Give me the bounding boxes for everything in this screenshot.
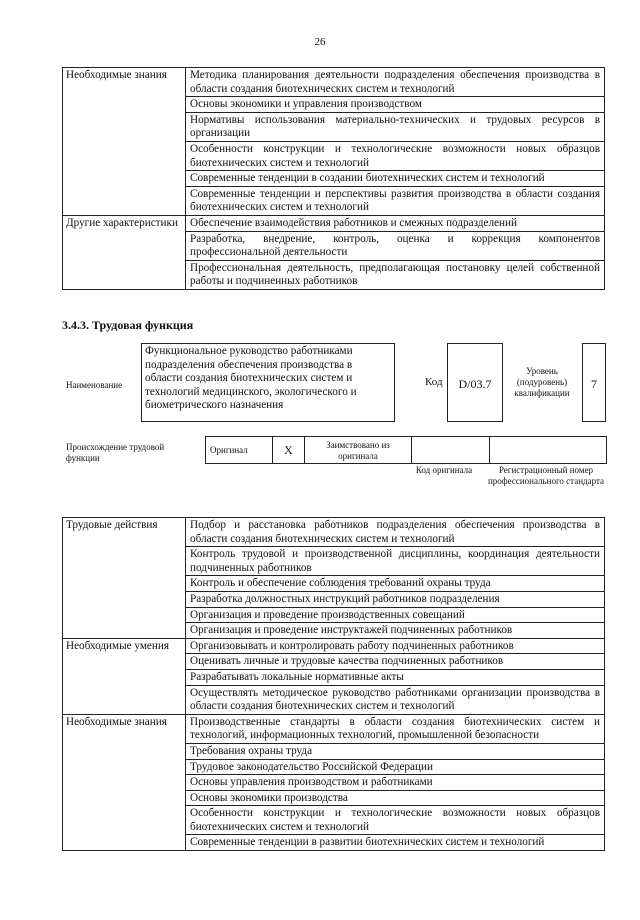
page-number: 26 (314, 36, 326, 48)
row-text: Методика планирования деятельности подразделения обеспечения производства в области создания биотехнических систем и технологий (186, 68, 605, 97)
table-row (63, 518, 605, 547)
row-text: Организация и проведение инструктажей подчиненных работников (186, 623, 605, 639)
group-label: Необходимые знания (63, 714, 186, 850)
group-label: Необходимые знания (63, 68, 186, 216)
row-text: Разрабатывать локальные нормативные акты (186, 669, 605, 685)
level-value: 7 (591, 377, 597, 391)
row-text: Современные тенденции в создании биотехнических систем и технологий (186, 171, 605, 187)
function-details-table (62, 517, 605, 851)
name-value-box (141, 343, 395, 422)
code-caption: Код оригинала (415, 465, 473, 475)
regnum-caption: Регистрационный номер профессионального стандарта (487, 465, 605, 486)
table-row (63, 714, 605, 743)
row-text: Требования охраны труда (186, 743, 605, 759)
row-text: Особенности конструкции и технологические возможности новых образцов биотехнических систем и технологий (186, 806, 605, 835)
group-label: Необходимые умения (63, 638, 186, 714)
row-text: Нормативы использования материально-технических и трудовых ресурсов в организации (186, 112, 605, 141)
origin-regnum-cell (490, 437, 607, 464)
knowledge-table (62, 67, 605, 290)
row-text: Основы экономики производства (186, 790, 605, 806)
origin-label: Происхождение трудовой функции (66, 442, 165, 463)
row-text: Особенности конструкции и технологические возможности новых образцов биотехнических систем и технологий (186, 141, 605, 170)
row-text: Осуществлять методическое руководство работниками организации производства в области создания биотехнических систем и технологий (186, 685, 605, 714)
origin-table (205, 436, 607, 464)
row-text: Обеспечение взаимодействия работников и смежных подразделений (186, 215, 605, 231)
row-text: Трудовое законодательство Российской Федерации (186, 759, 605, 775)
row-text: Разработка, внедрение, контроль, оценка и коррекция компонентов профессиональной деятельности (186, 231, 605, 260)
level-label: Уровень (подуровень) квалификации (514, 366, 570, 398)
table-row (63, 638, 605, 654)
origin-borrowed-label: Заимствовано из оригинала (305, 437, 412, 464)
row-text: Основы экономики и управления производством (186, 97, 605, 113)
row-text: Современные тенденции в развитии биотехнических систем и технологий (186, 835, 605, 851)
row-text: Оценивать личные и трудовые качества подчиненных работников (186, 654, 605, 670)
name-label: Наименование (66, 380, 123, 390)
section-heading: 3.4.3. Трудовая функция (62, 318, 194, 332)
group-label: Трудовые действия (63, 518, 186, 639)
code-value-box (447, 343, 503, 422)
level-value-box (582, 343, 606, 422)
origin-code-cell (412, 437, 490, 464)
name-value: Функциональное руководство работниками подразделения обеспечения производства в области создания биотехнических систем и технологий медицинского, экологического и биометрического назначения (145, 345, 357, 412)
origin-original-mark: X (273, 437, 305, 464)
row-text: Профессиональная деятельность, предполагающая постановку целей собственной работы и подчиненных работников (186, 260, 605, 289)
code-value: D/03.7 (458, 377, 492, 391)
group-label: Другие характеристики (63, 215, 186, 289)
row-text: Организовывать и контролировать работу подчиненных работников (186, 638, 605, 654)
row-text: Современные тенденции и перспективы развития производства в области создания биотехнических систем и технологий (186, 186, 605, 215)
origin-original-label: Оригинал (210, 444, 248, 455)
row-text: Разработка должностных инструкций работников подразделения (186, 591, 605, 607)
row-text: Контроль и обеспечение соблюдения требований охраны труда (186, 576, 605, 592)
row-text: Основы управления производством и работниками (186, 775, 605, 791)
table-row (63, 68, 605, 97)
row-text: Производственные стандарты в области создания биотехнических систем и технологий, информационных технологий, промышленной безопасности (186, 714, 605, 743)
origin-original-cell (206, 437, 273, 464)
code-label: Код (425, 376, 443, 388)
row-text: Подбор и расстановка работников подразделения обеспечения производства в области создания биотехнических систем и технологий (186, 518, 605, 547)
table-row (63, 215, 605, 231)
row-text: Контроль трудовой и производственной дисциплины, координация деятельности подчиненных работников (186, 547, 605, 576)
row-text: Организация и проведение производственных совещаний (186, 607, 605, 623)
